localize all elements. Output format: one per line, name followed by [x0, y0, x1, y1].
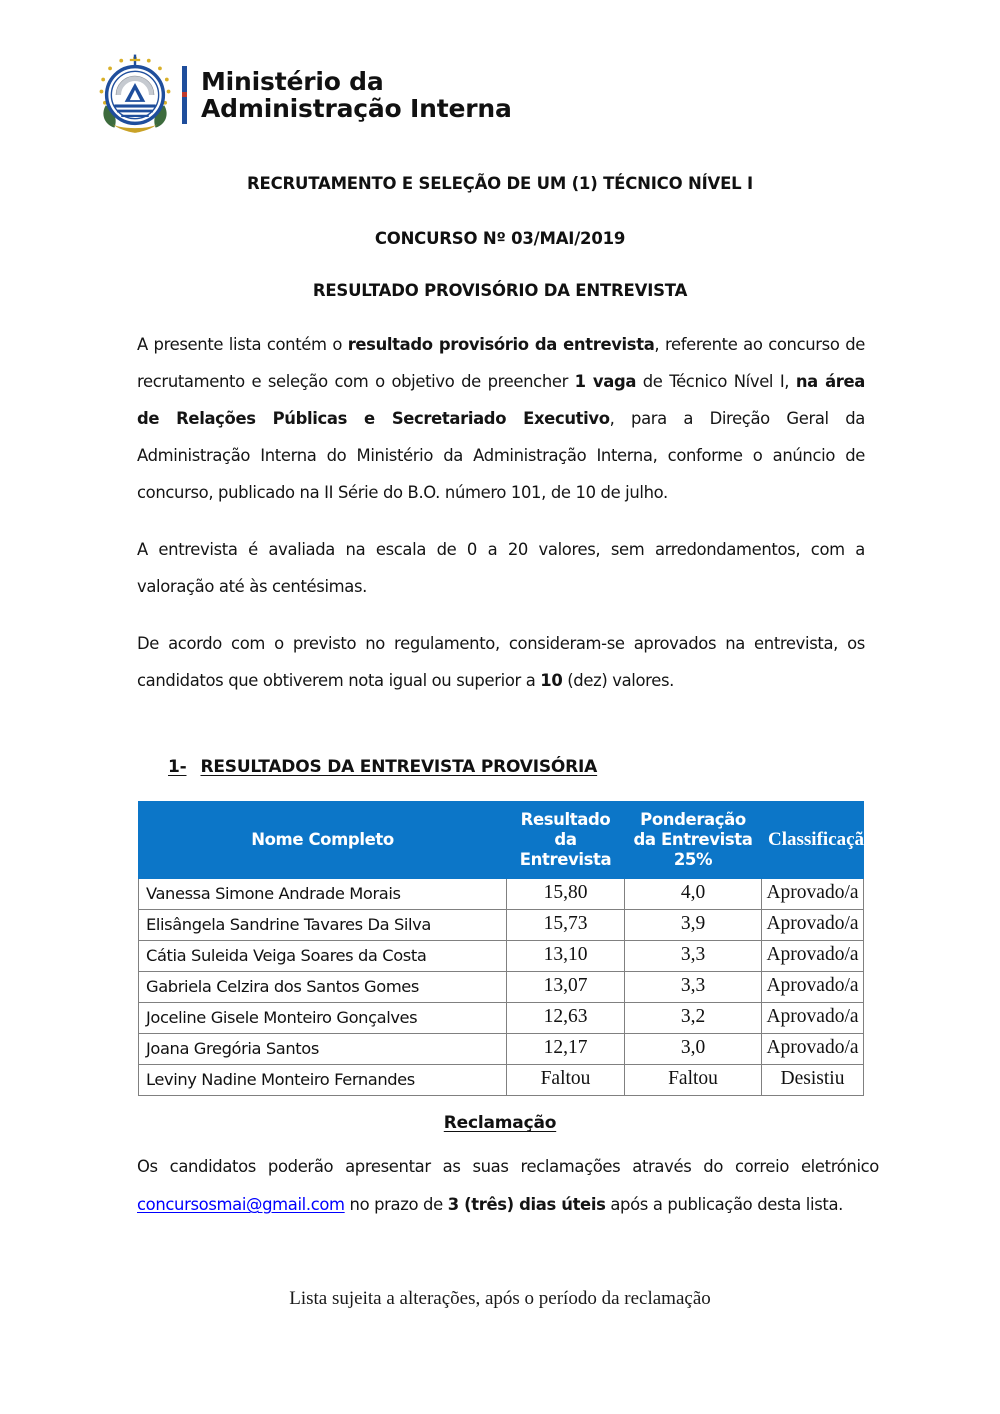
cell-nome: Joceline Gisele Monteiro Gonçalves: [139, 1003, 507, 1034]
reclamacao-paragraph: [137, 1148, 879, 1224]
cell-resultado: 12,17: [507, 1034, 625, 1065]
cell-ponderacao: 3,3: [625, 941, 762, 972]
ministry-seal-emblem: [92, 52, 178, 138]
cell-resultado: 13,07: [507, 972, 625, 1003]
email-link[interactable]: concursosmai@gmail.com: [137, 1195, 345, 1214]
body-text-area: [137, 326, 865, 699]
cell-classificacao: Aprovado/a: [762, 1034, 864, 1065]
letterhead: [92, 52, 512, 138]
para1-seg4: , para a Direção Geral da Administração Interna do Ministério da Administração Interna, conforme o anúncio de concurso, publicado na II Série do B.O. número 101, de 10 de julho.: [137, 409, 865, 502]
cell-nome: Cátia Suleida Veiga Soares da Costa: [139, 941, 507, 972]
table-row: [139, 1034, 864, 1065]
cell-classificacao: Aprovado/a: [762, 972, 864, 1003]
cell-classificacao: Aprovado/a: [762, 1003, 864, 1034]
para3-seg2: (dez) valores.: [562, 671, 674, 690]
cell-resultado: 15,73: [507, 910, 625, 941]
document-title-line-1: RECRUTAMENTO E SELEÇÃO DE UM (1) TÉCNICO NÍVEL I: [247, 174, 753, 193]
column-header-ponderacao: Ponderação da Entrevista 25%: [625, 802, 762, 879]
table-row: [139, 1065, 864, 1096]
column-header-nome: Nome Completo: [139, 802, 507, 879]
document-title-line-2: CONCURSO Nº 03/MAI/2019: [374, 229, 626, 248]
para3-seg1: De acordo com o previsto no regulamento, consideram-se aprovados na entrevista, os candidatos que obtiverem nota igual ou superior a: [137, 634, 865, 690]
table-header-row: [139, 802, 864, 879]
cell-nome: Joana Gregória Santos: [139, 1034, 507, 1065]
letterhead-divider: [182, 66, 187, 124]
para1-bold2: 1 vaga: [574, 372, 637, 391]
footer-note: Lista sujeita a alterações, após o período da reclamação: [289, 1288, 711, 1309]
column-header-resultado: Resultado da Entrevista: [507, 802, 625, 879]
para1-seg1: A presente lista contém o: [137, 335, 348, 354]
cell-ponderacao: 3,9: [625, 910, 762, 941]
ministry-name-line2: Administração Interna: [201, 94, 512, 123]
para1-seg2: , referente ao concurso de recrutamento e seleção com o objetivo de preencher: [137, 335, 866, 391]
cell-classificacao: Desistiu: [762, 1065, 864, 1096]
cell-nome: Elisângela Sandrine Tavares Da Silva: [139, 910, 507, 941]
para1-bold1: resultado provisório da entrevista: [347, 335, 655, 354]
para2-text: A entrevista é avaliada na escala de 0 a 20 valores, sem arredondamentos, com a valoração até às centésimas.: [137, 540, 865, 596]
cell-resultado: Faltou: [507, 1065, 625, 1096]
section-title: RESULTADOS DA ENTREVISTA PROVISÓRIA: [200, 757, 598, 777]
ministry-name: [201, 68, 512, 122]
table-row: [139, 910, 864, 941]
reclamacao-heading: [0, 1113, 1000, 1133]
cell-resultado: 12,63: [507, 1003, 625, 1034]
cell-ponderacao: 4,0: [625, 879, 762, 910]
cell-classificacao: Aprovado/a: [762, 879, 864, 910]
ministry-name-line1: Ministério da: [201, 67, 384, 96]
column-header-classificacao: Classificação: [762, 802, 864, 879]
para1-bold3: na área de Relações Públicas e Secretariado Executivo: [137, 372, 865, 428]
paragraph-approval: [137, 625, 865, 699]
section-heading-results: [168, 757, 597, 777]
table-row: [139, 879, 864, 910]
cell-classificacao: Aprovado/a: [762, 910, 864, 941]
section-number: 1-: [168, 757, 187, 777]
cell-resultado: 15,80: [507, 879, 625, 910]
cell-nome: Leviny Nadine Monteiro Fernandes: [139, 1065, 507, 1096]
reclamacao-seg3: após a publicação desta lista.: [605, 1195, 844, 1214]
cell-ponderacao: 3,0: [625, 1034, 762, 1065]
cell-ponderacao: 3,2: [625, 1003, 762, 1034]
cell-ponderacao: Faltou: [625, 1065, 762, 1096]
paragraph-intro: [137, 326, 865, 511]
document-title-line-3: RESULTADO PROVISÓRIO DA ENTREVISTA: [312, 281, 688, 300]
cell-resultado: 13,10: [507, 941, 625, 972]
para1-seg3: de Técnico Nível I,: [636, 372, 796, 391]
reclamacao-bold: 3 (três) dias úteis: [447, 1195, 606, 1214]
table-header: [139, 802, 874, 879]
results-table: [138, 801, 874, 1096]
cell-ponderacao: 3,3: [625, 972, 762, 1003]
reclamacao-heading-text: Reclamação: [443, 1113, 557, 1133]
reclamacao-seg1: Os candidatos poderão apresentar as suas reclamações através do correio eletrónico: [137, 1157, 879, 1176]
paragraph-scale: [137, 531, 865, 605]
reclamacao-seg2: no prazo de: [344, 1195, 448, 1214]
cell-nome: Vanessa Simone Andrade Morais: [139, 879, 507, 910]
cell-classificacao: Aprovado/a: [762, 941, 864, 972]
cell-nome: Gabriela Celzira dos Santos Gomes: [139, 972, 507, 1003]
para3-bold: 10: [540, 671, 563, 690]
table-row: [139, 941, 864, 972]
table-body: [139, 879, 864, 1096]
table-row: [139, 972, 864, 1003]
reclamacao-body: [137, 1148, 879, 1224]
table-row: [139, 1003, 864, 1034]
